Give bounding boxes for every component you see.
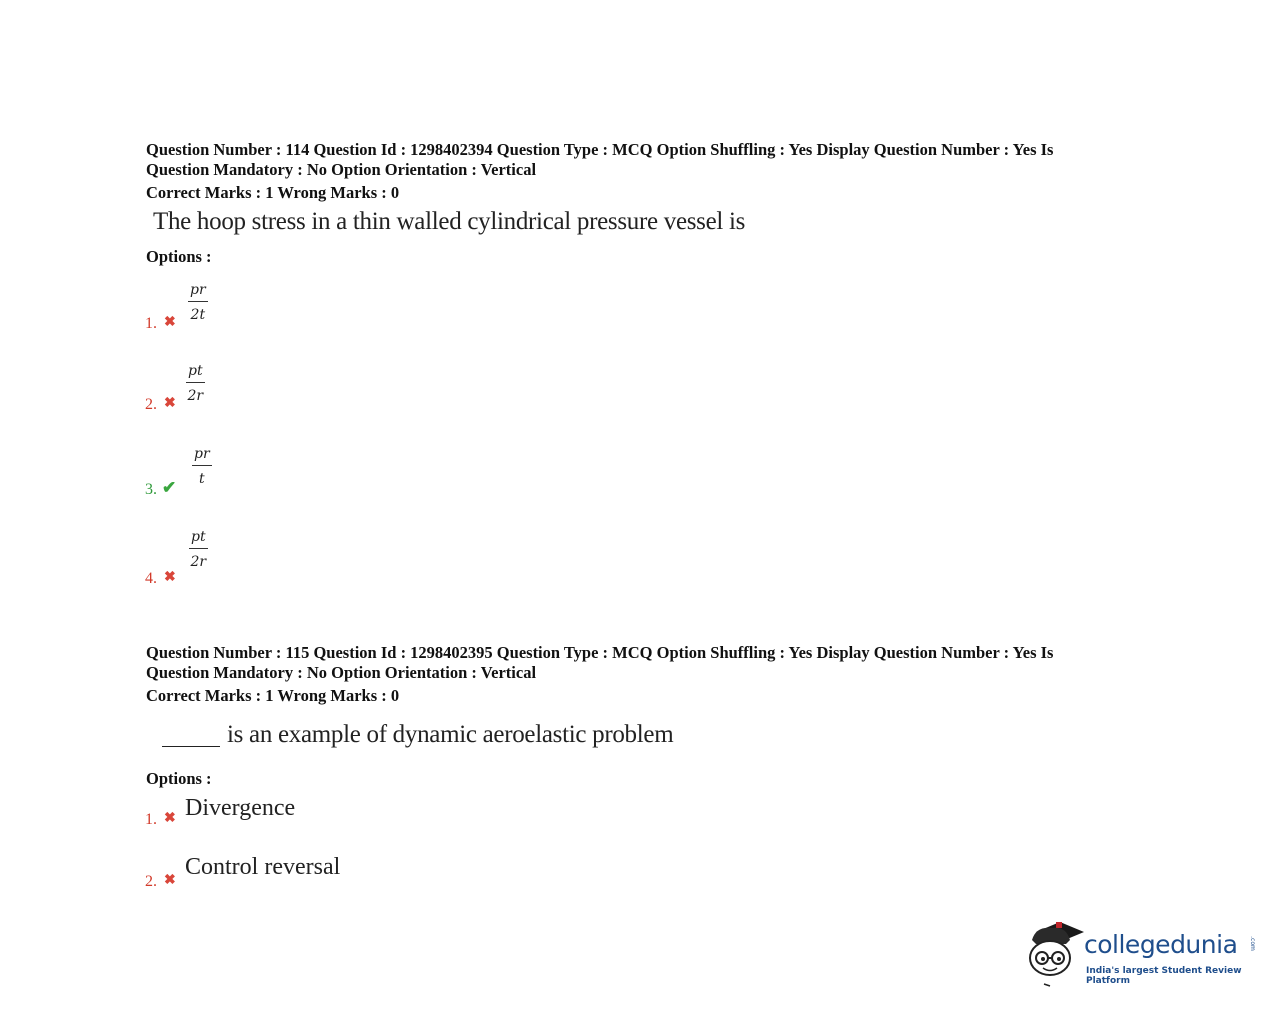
option-number: 2. xyxy=(145,873,157,890)
collegedunia-logo xyxy=(1026,918,1266,988)
option-fraction[interactable] xyxy=(186,363,205,404)
option-fraction[interactable] xyxy=(192,446,212,487)
question-114-text: The hoop stress in a thin walled cylindrical pressure vessel is xyxy=(153,208,746,235)
mascot-icon xyxy=(1026,918,1086,988)
wrong-mark-icon: ✖ xyxy=(164,811,176,826)
question-115-options-label: Options : xyxy=(146,769,212,788)
wrong-mark-icon: ✖ xyxy=(164,396,176,411)
question-114-options-label: Options : xyxy=(146,247,212,266)
option-fraction[interactable] xyxy=(188,282,208,323)
option-number: 1. xyxy=(145,315,157,332)
option-number: 1. xyxy=(145,811,157,828)
question-114-meta xyxy=(146,140,1126,180)
meta-line-2: Question Mandatory : No Option Orientation : Vertical xyxy=(146,160,537,179)
logo-suffix: .com xyxy=(1248,936,1256,951)
option-number: 2. xyxy=(145,396,157,413)
option-number: 4. xyxy=(145,570,157,587)
fill-blank-line xyxy=(162,746,220,747)
fraction-numerator: pt xyxy=(186,363,205,383)
option-text[interactable]: Control reversal xyxy=(185,854,341,880)
fraction-numerator: pt xyxy=(189,529,208,549)
wrong-mark-icon: ✖ xyxy=(164,315,176,330)
fraction-denominator: 2t xyxy=(190,307,206,323)
logo-wordmark: collegedunia xyxy=(1084,930,1238,959)
fraction-denominator: t xyxy=(199,471,205,487)
question-115-meta xyxy=(146,643,1126,683)
fraction-denominator: 2r xyxy=(187,388,204,404)
logo-tagline: India's largest Student Review Platform xyxy=(1086,966,1242,986)
fraction-denominator: 2r xyxy=(190,554,207,570)
question-115-text: is an example of dynamic aeroelastic problem xyxy=(227,721,674,748)
wrong-mark-icon: ✖ xyxy=(164,873,176,888)
question-115-marks: Correct Marks : 1 Wrong Marks : 0 xyxy=(146,686,400,705)
wrong-mark-icon: ✖ xyxy=(164,570,176,585)
question-114-marks: Correct Marks : 1 Wrong Marks : 0 xyxy=(146,183,400,202)
meta-line-2: Question Mandatory : No Option Orientation : Vertical xyxy=(146,663,537,682)
meta-line-1: Question Number : 114 Question Id : 1298402394 Question Type : MCQ Option Shuffling : Yes Display Question Number : Yes Is xyxy=(146,140,1054,159)
option-fraction[interactable] xyxy=(189,529,208,570)
option-number: 3. xyxy=(145,481,157,498)
fraction-numerator: pr xyxy=(188,282,208,302)
meta-line-1: Question Number : 115 Question Id : 1298402395 Question Type : MCQ Option Shuffling : Yes Display Question Number : Yes Is xyxy=(146,643,1054,662)
check-mark-icon: ✔ xyxy=(162,478,177,497)
fraction-numerator: pr xyxy=(192,446,212,466)
option-text[interactable]: Divergence xyxy=(185,795,296,821)
